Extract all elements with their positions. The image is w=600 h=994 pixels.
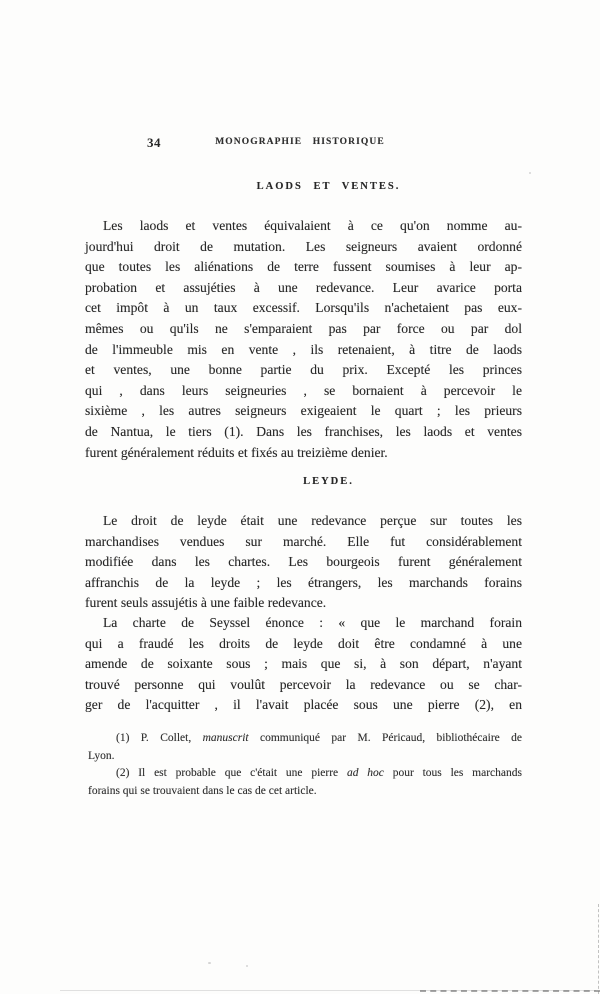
text-line: amende de soixante sous ; mais que si, à son départ, n'ayant: [85, 656, 522, 672]
text-line: affranchis de la leyde ; les étrangers, les marchands forains: [85, 574, 522, 590]
page-number: 34: [147, 135, 161, 150]
scan-artifact-speck: [246, 965, 248, 967]
paragraph-laods-et-ventes: [85, 216, 522, 463]
text-line: qui , dans leurs seigneuries , se bornaient à percevoir le: [85, 382, 522, 398]
text-line: jourd'hui droit de mutation. Les seigneurs avaient ordonné: [85, 238, 522, 254]
footnotes: [88, 730, 522, 800]
text-line: trouvé personne qui voulût percevoir la redevance ou se char-: [85, 676, 522, 692]
footnote-line: [88, 765, 522, 783]
footnote-text: forains qui se trouvaient dans le cas de cet article.: [88, 784, 317, 797]
text-line: sixième , les autres seigneurs exigeaient le quart ; les prieurs: [85, 403, 522, 419]
text-line: furent seuls assujétis à une faible redevance.: [85, 595, 327, 611]
scan-artifact-right-edge-line: [598, 904, 599, 994]
text-line: La charte de Seyssel énonce : « que le marchand forain: [103, 615, 522, 630]
footnote-italic-text: manuscrit: [202, 732, 249, 744]
section-heading-laods-et-ventes: LAODS ET VENTES.: [256, 181, 401, 192]
text-line: qui a fraudé les droits de leyde doit être condamné à une: [85, 635, 522, 651]
text-line: de l'immeuble mis en vente , ils retenaient, à titre de laods: [85, 341, 522, 357]
footnote-line: [88, 730, 522, 748]
text-line: Le droit de leyde était une redevance perçue sur toutes les: [103, 513, 522, 528]
running-header: [0, 135, 600, 153]
scan-artifact-speck: [208, 962, 211, 964]
text-line: ger de l'acquitter , il l'avait placée sous une pierre (2), en: [85, 697, 522, 713]
text-line: furent généralement réduits et fixés au treizième denier.: [85, 444, 388, 460]
text-line: modifiée dans les chartes. Les bourgeois furent généralement: [85, 554, 522, 570]
scan-artifact-speck: [529, 172, 531, 174]
scan-artifact-bottom-dashed-line: [420, 990, 600, 992]
text-line: probation et assujéties à une redevance. Leur avarice porta: [85, 279, 522, 295]
footnote-text: pour tous les marchands: [383, 767, 522, 779]
text-line: cet impôt à un taux excessif. Lorsqu'ils n'achetaient pas eux-: [85, 300, 522, 316]
text-line: Les laods et ventes équivalaient à ce qu'on nomme au-: [103, 218, 522, 233]
footnote-text: (1) P. Collet,: [116, 732, 203, 744]
text-line: marchandises vendues sur marché. Elle fut considérablement: [85, 533, 522, 549]
footnote-text: communiqué par M. Péricaud, bibliothécaire de: [248, 732, 523, 744]
text-line: mêmes ou qu'ils ne s'emparaient pas par force ou par dol: [85, 320, 522, 336]
footnote-line: [88, 783, 522, 801]
text-line: de Nantua, le tiers (1). Dans les franchises, les laods et ventes: [85, 423, 522, 439]
text-line: et ventes, une bonne partie du prix. Excepté les princes: [85, 362, 522, 378]
footnote-text: Lyon.: [88, 749, 115, 762]
section-heading-leyde: LEYDE.: [303, 476, 354, 487]
paragraph-leyde-1: [85, 511, 522, 614]
text-line: que toutes les aliénations de terre fussent soumises à leur ap-: [85, 259, 522, 275]
footnote-text: (2) Il est probable que c'était une pierre: [116, 767, 347, 779]
footnote-italic-text: ad hoc: [346, 767, 384, 779]
paragraph-leyde-2: [85, 613, 522, 716]
running-title: MONOGRAPHIE HISTORIQUE: [215, 137, 385, 147]
footnote-line: [88, 748, 522, 766]
